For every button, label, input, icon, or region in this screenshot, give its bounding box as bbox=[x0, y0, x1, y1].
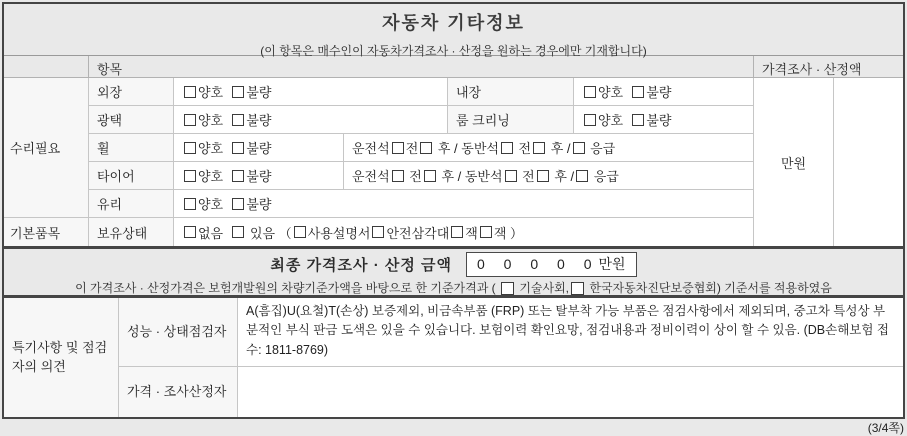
notes-row-inspector bbox=[119, 298, 903, 367]
item-value-cell bbox=[174, 78, 448, 105]
table-body bbox=[4, 78, 903, 246]
cell-text: 양호 bbox=[598, 113, 631, 128]
item-label-cell bbox=[89, 218, 174, 246]
checkbox[interactable] bbox=[184, 142, 196, 154]
price-column bbox=[754, 78, 903, 246]
notes-rows bbox=[119, 298, 903, 417]
header-price-cell: 가격조사 · 산정액 bbox=[762, 62, 862, 77]
cell-text: 후 / 동반석 bbox=[437, 169, 503, 184]
cell-text: 유리 bbox=[97, 197, 123, 212]
item-value-cell bbox=[574, 106, 754, 133]
checkbox[interactable] bbox=[451, 226, 463, 238]
group-label-repair: 수리필요 bbox=[4, 78, 88, 218]
group-column bbox=[4, 78, 89, 246]
checkbox[interactable] bbox=[232, 142, 244, 154]
checkbox[interactable] bbox=[480, 226, 492, 238]
notes-content-appraiser bbox=[238, 367, 903, 417]
cell-text: 응급 bbox=[590, 169, 619, 184]
cell-text: 타이어 bbox=[97, 169, 135, 184]
title-block bbox=[4, 4, 903, 56]
cell-text: 보유상태 bbox=[97, 225, 148, 241]
checkbox[interactable] bbox=[392, 170, 404, 182]
group-label-basic: 기본품목 bbox=[10, 225, 61, 241]
cell-text: 양호 bbox=[598, 85, 631, 100]
cell-text: 잭 ） bbox=[493, 225, 524, 241]
item-label-cell bbox=[89, 106, 174, 133]
cell-text: 불량 bbox=[246, 141, 272, 156]
checkbox[interactable] bbox=[294, 226, 306, 238]
item-label-cell bbox=[448, 106, 574, 133]
checkbox[interactable] bbox=[501, 282, 514, 295]
item-label-cell bbox=[89, 162, 174, 189]
page-subtitle: (이 항목은 매수인이 자동차가격조사 · 산정을 원하는 경우에만 기재합니다) bbox=[260, 44, 647, 58]
cell-text: 양호 bbox=[198, 85, 231, 100]
header-empty-cell bbox=[4, 56, 89, 77]
checkbox[interactable] bbox=[584, 114, 596, 126]
item-value-cell bbox=[174, 218, 754, 246]
item-value-cell bbox=[174, 106, 448, 133]
checkbox[interactable] bbox=[537, 170, 549, 182]
checkbox[interactable] bbox=[184, 170, 196, 182]
table-row bbox=[89, 190, 754, 218]
checkbox[interactable] bbox=[184, 114, 196, 126]
item-value-cell bbox=[174, 190, 754, 217]
cell-text: 내장 bbox=[456, 85, 482, 100]
table-row bbox=[89, 78, 754, 106]
item-value-cell bbox=[174, 134, 344, 161]
page-title: 자동차 기타정보 bbox=[382, 13, 525, 33]
checkbox[interactable] bbox=[232, 198, 244, 210]
cell-text: 휠 bbox=[97, 141, 110, 156]
checkbox[interactable] bbox=[571, 282, 584, 295]
checkbox[interactable] bbox=[232, 226, 244, 238]
notes-table bbox=[4, 298, 903, 417]
notes-label-appraiser: 가격 · 조사산정자 bbox=[119, 367, 238, 417]
item-value-cell bbox=[174, 162, 344, 189]
table-rows bbox=[89, 78, 754, 246]
cell-text: 운전석 bbox=[352, 169, 390, 184]
item-value-cell bbox=[344, 162, 754, 189]
final-amount-line bbox=[4, 252, 903, 277]
cell-text: 안전삼각대 bbox=[386, 225, 450, 241]
checkbox[interactable] bbox=[424, 170, 436, 182]
checkbox[interactable] bbox=[576, 170, 588, 182]
cell-text: 이 가격조사 · 산정가격은 보험개발원의 차량기준가액을 바탕으로 한 기준가격과 ( bbox=[75, 281, 499, 295]
cell-text: 전 bbox=[405, 141, 419, 156]
cell-text: 양호 bbox=[198, 141, 231, 156]
notes-label-inspector: 성능 · 상태점검자 bbox=[119, 298, 238, 366]
final-amount-unit: 만원 bbox=[598, 256, 626, 272]
cell-text: 불량 bbox=[246, 197, 272, 212]
cell-text: 불량 bbox=[646, 113, 672, 128]
checkbox[interactable] bbox=[533, 142, 545, 154]
cell-text: 룸 크리닝 bbox=[456, 113, 510, 128]
price-extra-cell bbox=[834, 78, 903, 246]
notes-row-appraiser bbox=[119, 367, 903, 417]
final-amount-box bbox=[466, 252, 637, 277]
cell-text: 잭 bbox=[465, 225, 478, 241]
checkbox[interactable] bbox=[184, 86, 196, 98]
cell-text: 양호 bbox=[198, 169, 231, 184]
cell-text: 운전석 bbox=[352, 141, 390, 156]
item-label-cell bbox=[448, 78, 574, 105]
cell-text: 외장 bbox=[97, 85, 123, 100]
page-number: (3/4쪽) bbox=[867, 421, 904, 435]
cell-text: 후 / 동반석 bbox=[434, 141, 499, 156]
checkbox[interactable] bbox=[372, 226, 384, 238]
form-document bbox=[2, 2, 905, 419]
checkbox[interactable] bbox=[232, 170, 244, 182]
cell-text: 광택 bbox=[97, 113, 123, 128]
cell-text: 없음 bbox=[198, 225, 231, 241]
notes-content-inspector: A(흠집)U(요철)T(손상) 보증제외, 비금속부품 (FRP) 또는 탈부착 가능 부품은 점검사항에서 제외되며, 중고차 특성상 부분적인 부식 판금 도색은 있을 수 있습니다. 보험이력 확인요망, 점검내용과 정비이력이 상이 할 수 있음. (DB손해보험 접수: 1811-8769) bbox=[246, 304, 889, 357]
cell-text: 기술사회, bbox=[515, 281, 570, 295]
cell-text: 전 bbox=[514, 141, 532, 156]
cell-text: 불량 bbox=[646, 85, 672, 100]
checkbox[interactable] bbox=[184, 226, 196, 238]
cell-text: 불량 bbox=[246, 85, 272, 100]
item-label-cell bbox=[89, 78, 174, 105]
cell-text: 응급 bbox=[586, 141, 616, 156]
final-amount-label: 최종 가격조사 · 산정 금액 bbox=[270, 257, 452, 274]
cell-text: 한국자동차진단보증협회) 기준서를 적용하였음 bbox=[586, 281, 832, 295]
price-unit-cell: 만원 bbox=[754, 78, 834, 246]
checkbox[interactable] bbox=[184, 198, 196, 210]
cell-text: 후 / bbox=[547, 141, 571, 156]
checkbox[interactable] bbox=[505, 170, 517, 182]
checkbox[interactable] bbox=[232, 114, 244, 126]
checkbox[interactable] bbox=[632, 86, 644, 98]
table-row bbox=[89, 106, 754, 134]
checkbox[interactable] bbox=[392, 142, 404, 154]
item-value-cell bbox=[574, 78, 754, 105]
header-item-cell: 항목 bbox=[89, 56, 754, 77]
cell-text: 사용설명서 bbox=[307, 225, 371, 241]
final-amount-digits: 0 0 0 0 0 bbox=[477, 256, 593, 272]
notes-group-label: 특기사항 및 점검자의 의견 bbox=[4, 298, 119, 417]
item-label-cell bbox=[89, 134, 174, 161]
item-value-cell bbox=[344, 134, 754, 161]
table-header-row bbox=[4, 56, 903, 78]
final-note bbox=[4, 279, 903, 296]
cell-text: 전 bbox=[518, 169, 535, 184]
final-amount-section bbox=[4, 249, 903, 295]
checkbox[interactable] bbox=[632, 114, 644, 126]
table-row bbox=[89, 162, 754, 190]
table-row bbox=[89, 134, 754, 162]
cell-text: 불량 bbox=[246, 113, 272, 128]
cell-text: 양호 bbox=[198, 113, 231, 128]
item-label-cell bbox=[89, 190, 174, 217]
cell-text: 양호 bbox=[198, 197, 231, 212]
checkbox[interactable] bbox=[232, 86, 244, 98]
cell-text: 전 bbox=[405, 169, 422, 184]
checkbox[interactable] bbox=[573, 142, 585, 154]
cell-text: 있음 （ bbox=[246, 225, 292, 241]
cell-text: 후 / bbox=[550, 169, 575, 184]
checkbox[interactable] bbox=[584, 86, 596, 98]
checkbox[interactable] bbox=[420, 142, 432, 154]
table-row bbox=[89, 218, 754, 246]
cell-text: 불량 bbox=[246, 169, 272, 184]
checkbox[interactable] bbox=[501, 142, 513, 154]
